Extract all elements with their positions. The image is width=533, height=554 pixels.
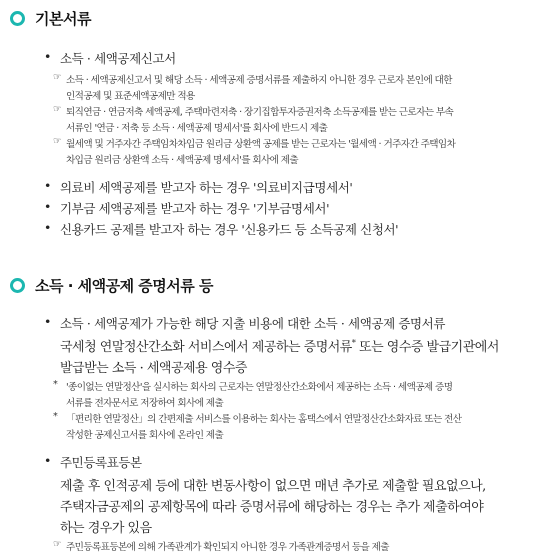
- pointing-hand-icon: ☞: [53, 72, 62, 83]
- bullet-item-medical-expense: • 의료비 세액공제를 받고자 하는 경우 '의료비지급명세서': [60, 178, 352, 196]
- circle-bullet-icon: [10, 278, 25, 293]
- section-title: 기본서류: [35, 10, 91, 28]
- body-line: 하는 경우가 있음: [60, 521, 152, 536]
- note-line: * '종이없는 연말정산'을 실시하는 회사의 근로자는 연말정산간소화에서 제공하는 소득 · 세액공제 증명: [53, 379, 453, 393]
- body-line: 제출 후 인적공제 등에 대한 변동사항이 없으면 매년 추가로 제출할 필요없으나,: [60, 479, 486, 494]
- note-line: ☞ 소득 · 세액공제신고서 및 해당 소득 · 세액공제 증명서류를 제출하지 아니한 경우 근로자 본인에 대한: [53, 72, 452, 86]
- asterisk-icon: *: [53, 379, 58, 390]
- note-line: 인적공제 및 표준세액공제만 적용: [66, 91, 195, 102]
- note-line: 서류인 '연금 · 저축 등 소득 · 세액공제 명세서'를 회사에 반드시 제출: [66, 123, 328, 134]
- bullet-item-donation: • 기부금 세액공제를 받고자 하는 경우 '기부금명세서': [60, 199, 329, 217]
- note-line: ☞ 월세액 및 거주자간 주택임차차입금 원리금 상환액 공제를 받는 근로자는 '월세액 · 거주자간 주택임차: [53, 136, 456, 150]
- section-title: 소득 · 세액공제 증명서류 등: [35, 277, 213, 295]
- pointing-hand-icon: ☞: [53, 539, 62, 550]
- pointing-hand-icon: ☞: [53, 104, 62, 115]
- asterisk-icon: *: [53, 411, 58, 422]
- note-line: * 「편리한 연말정산」의 간편제출 서비스를 이용하는 회사는 홈택스에서 연말정산간소화자료 또는 전산: [53, 411, 462, 425]
- body-line: 발급받는 소득 · 세액공제용 영수증: [60, 361, 247, 376]
- section-heading-basic-documents: [10, 8, 91, 29]
- section-heading-proof-documents: [10, 275, 213, 296]
- bullet-item-proof-documents: • 소득 · 세액공제가 가능한 해당 지출 비용에 대한 소득 · 세액공제 증명서류: [60, 314, 445, 332]
- note-line: ☞ 퇴직연금 · 연금저축 세액공제, 주택마련저축 · 장기집합투자증권저축 소득공제를 받는 근로자는 부속: [53, 104, 454, 118]
- body-line: 국세청 연말정산간소화 서비스에서 제공하는 증명서류* 또는 영수증 발급기관에서: [60, 338, 499, 355]
- note-line: 서류를 전자문서로 저장하여 회사에 제출: [66, 398, 224, 409]
- bullet-item-credit-card: • 신용카드 공제를 받고자 하는 경우 '신용카드 등 소득공제 신청서': [60, 220, 398, 238]
- pointing-hand-icon: ☞: [53, 136, 62, 147]
- note-line: ☞ 주민등록표등본에 의해 가족관계가 확인되지 아니한 경우 가족관계증명서 등을 제출: [53, 539, 389, 553]
- circle-bullet-icon: [10, 11, 25, 26]
- note-line: 작성한 공제신고서를 회사에 온라인 제출: [66, 430, 224, 441]
- bullet-item-resident-registration: • 주민등록표등본: [60, 453, 142, 471]
- bullet-item-deduction-form: • 소득 · 세액공제신고서: [60, 49, 176, 67]
- note-line: 차입금 원리금 상환액 소득 · 세액공제 명세서'를 회사에 제출: [66, 155, 299, 166]
- body-line: 주택자금공제의 공제항목에 따라 증명서류에 해당하는 경우는 추가 제출하여야: [60, 500, 484, 515]
